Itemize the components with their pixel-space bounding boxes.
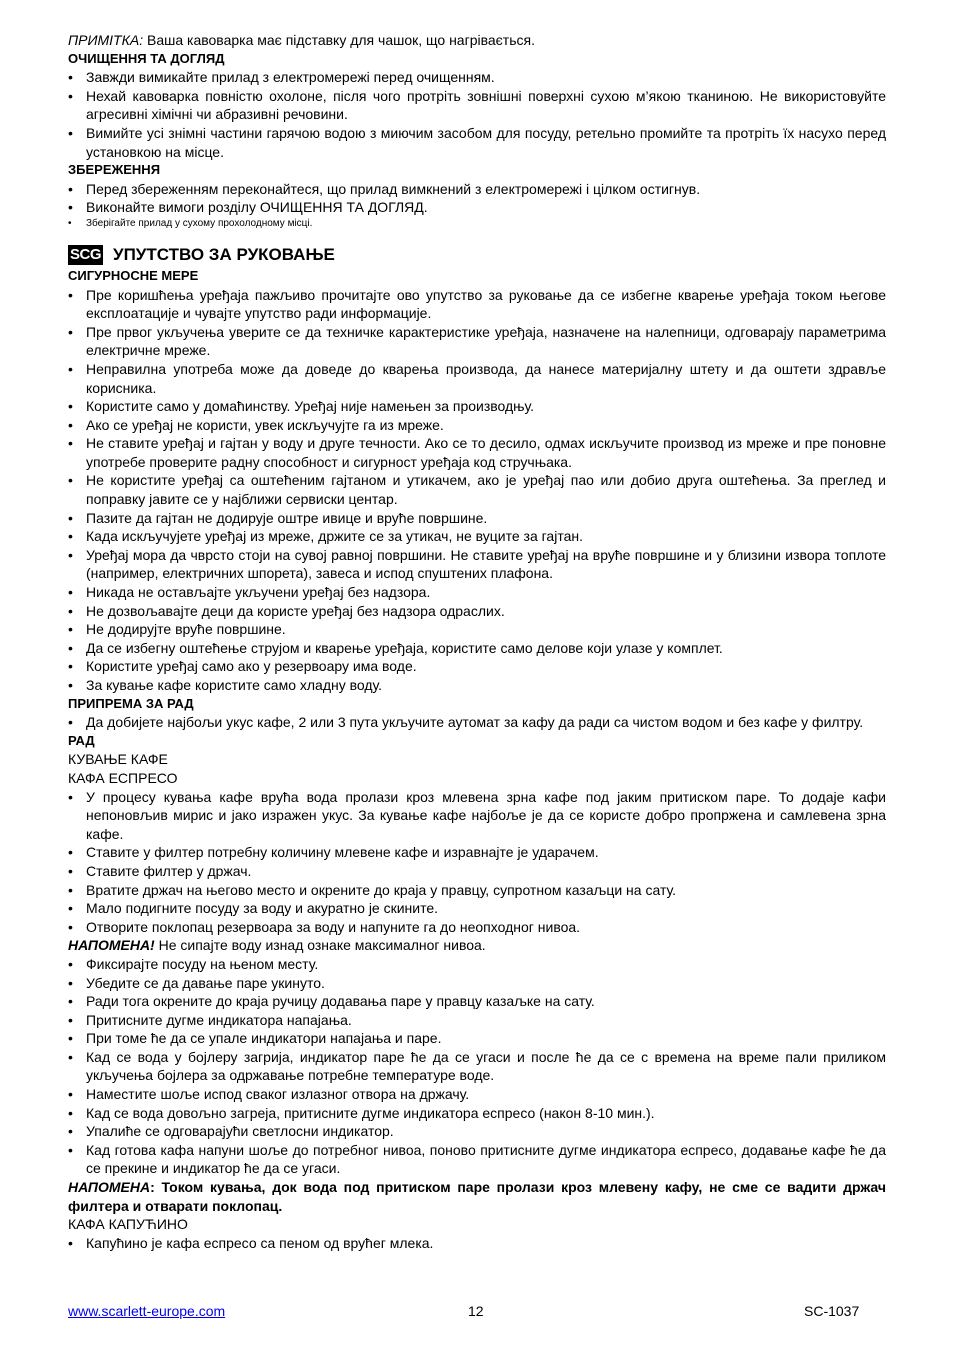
list-item: • Зберігайте прилад у сухому прохолодному місці. [68,217,886,231]
cappuccino-heading: КАФА КАПУЋИНО [68,1216,188,1233]
page-number: 12 [468,1303,484,1319]
list-item: • Не дозвољавајте деци да користе уређај без надзора одраслих. [68,602,886,621]
cappuccino-list [68,1234,886,1253]
list-item: • Пре првог укључења уверите се да техничке карактеристике уређаја, назначене на налепници, одговарају параметрима електричне мреже. [68,323,886,360]
note-colon: : [150,1179,155,1196]
list-item: • Убедите се да давање паре укинуто. [68,974,886,993]
list-item: • Неправилна употреба може да доведе до кварења производа, да нанесе материјалну штету и да оштети здравље корисника. [68,360,886,397]
model-number: SC-1037 [804,1303,860,1319]
list-item: • Да добијете најбољи укус кафе, 2 или 3 пута укључите аутомат за кафу да ради са чистом водом и без кафе у филтру. [68,713,886,732]
list-item: • Вратите држач на његово место и окрените до краја у правцу, супротном казаљци на сату. [68,881,886,900]
list-item: • Користите уређај само ако у резервоару има воде. [68,657,886,676]
list-item: • Користите само у домаћинству. Уређај није намењен за производњу. [68,397,886,416]
note-brewing [68,1178,886,1215]
list-item: • Кад се вода довољно загреја, притисните дугме индикатора еспресо (након 8-10 мин.). [68,1104,886,1123]
list-item: • Кад готова кафа напуни шоље до потребног нивоа, поново притисните дугме индикатора еспресо, додавање кафе ће да се прекине и индикатор ће да се угаси. [68,1141,886,1178]
list-item: • Пазите да гајтан не додирује оштре ивице и вруће површине. [68,509,886,528]
list-item: • Никада не остављајте укључени уређај без надзора. [68,583,886,602]
list-item: • Када искључујете уређај из мреже, држите се за утикач, не вуците за гајтан. [68,527,886,546]
list-item: • Пре коришћења уређаја пажљиво прочитајте ово упутство за руковање да се избегне кварење уређаја током његове експлоатације и чувајте упутство ради информације. [68,286,886,323]
list-item: • Уређај мора да чврсто стоји на сувој равној површини. Не ставите уређај на вруће површине и у близини извора топлоте (например, електричних шпорета), завеса и испод спуштених плафона. [68,546,886,583]
note-text: Не сипајте воду изнад ознаке максималног нивоа. [154,937,486,954]
section-title [68,243,886,267]
coffee-heading: КУВАЊЕ КАФЕ [68,751,168,768]
ua-storage-list [68,180,886,231]
list-item: • Да се избегну оштећење струјом и кварење уређаја, користите само делове који улазе у комплет. [68,639,886,658]
note-label: НАПОМЕНА! [68,937,155,954]
document-body [68,31,886,1252]
prep-list [68,713,886,732]
ua-note-text: Ваша кавоварка має підставку для чашок, що нагрівається. [143,32,535,48]
list-item: • Ставите филтер у држач. [68,862,886,881]
note-text: Током кувања, док вода под притиском паре пролази кроз млевену кафу, не сме се вадити држач филтера и отварати поклопац. [68,1179,886,1214]
list-item: • Наместите шоље испод сваког излазног отвора на држачу. [68,1085,886,1104]
list-item: • Не користите уређај са оштећеним гајтаном и утикачем, ако је уређај пао или добио друга оштећења. За преглед и поправку јавите се у најближи сервиски центар. [68,471,886,508]
section-title-text: УПУТСТВО ЗА РУКОВАЊЕ [113,244,335,264]
list-item: • Ставите у филтер потребну количину млевене кафе и изравнајте је ударачем. [68,843,886,862]
list-item: • За кување кафе користите само хладну воду. [68,676,886,695]
list-item: • Фиксирајте посуду на њеном месту. [68,955,886,974]
ua-cleaning-list [68,68,886,161]
safety-list [68,286,886,695]
list-item: • У процесу кувања кафе врућа вода пролази кроз млевена зрна кафе под јаким притиском паре. То додаје кафи непоновљив мирис и јако изражен укус. За кување кафе најбоље је да се користе добро пропржена и самлевена зрна кафе. [68,788,886,844]
ua-note [68,31,886,50]
list-item: • При томе ће да се упале индикатори напајања и паре. [68,1029,886,1048]
espresso-list-2 [68,955,886,1178]
list-item: • Не додирујте вруће површине. [68,620,886,639]
list-item: • Ако се уређај не користи, увек искључујте га из мреже. [68,416,886,435]
list-item: • Кад се вода у бојлеру загрија, индикатор паре ће да се угаси и после ће да се с времена на време пали приликом укључења бојлера за одржавање потребне температуре воде. [68,1048,886,1085]
work-heading: РАД [68,732,95,748]
note-label: НАПОМЕНА [68,1179,151,1196]
prep-heading: ПРИПРЕМА ЗА РАД [68,695,194,711]
list-item: • Мало подигните посуду за воду и акуратно је скините. [68,899,886,918]
note-max-level [68,936,886,955]
list-item: • Упалиће се одговарајући светлосни индикатор. [68,1122,886,1141]
language-badge: SCG [70,245,102,263]
list-item: • Притисните дугме индикатора напајања. [68,1011,886,1030]
list-item: • Перед збереженням переконайтеся, що прилад вимкнений з електромережі і цілком остигнув. [68,180,886,199]
ua-cleaning-heading: ОЧИЩЕННЯ ТА ДОГЛЯД [68,50,225,66]
list-item: • Не ставите уређај и гајтан у воду и друге течности. Ако се то десило, одмах искључите производ из мреже и пре поновне употребе проверите радну способност и сигурност уређаја код стручњака. [68,434,886,471]
list-item: • Нехай кавоварка повністю охолоне, після чого протріть зовнішні поверхні сухою м’якою тканиною. Не використовуйте агресивні хімічні чи абразивні речовини. [68,87,886,124]
ua-storage-heading: ЗБЕРЕЖЕННЯ [68,162,161,178]
page-footer [68,1303,886,1323]
list-item: • Завжди вимикайте прилад з електромережі перед очищенням. [68,68,886,87]
espresso-list [68,788,886,937]
espresso-heading: КАФА ЕСПРЕСО [68,769,178,786]
list-item: • Капућино је кафа еспресо са пеном од врућег млека. [68,1234,886,1253]
safety-heading: СИГУРНОСНЕ МЕРЕ [68,267,199,283]
list-item: • Вимийте усі знімні частини гарячою водою з миючим засобом для посуду, ретельно промийте та протріть їх насухо перед установкою на місце. [68,124,886,161]
list-item: • Ради тога окрените до краја ручицу додавања паре у правцу казаљке на сату. [68,992,886,1011]
website-link[interactable]: www.scarlett-europe.com [68,1303,226,1319]
list-item: • Виконайте вимоги розділу ОЧИЩЕННЯ ТА ДОГЛЯД. [68,198,886,217]
list-item: • Отворите поклопац резервоара за воду и напуните га до неопходног нивоа. [68,918,886,937]
ua-note-label: ПРИМІТКА: [68,32,144,48]
